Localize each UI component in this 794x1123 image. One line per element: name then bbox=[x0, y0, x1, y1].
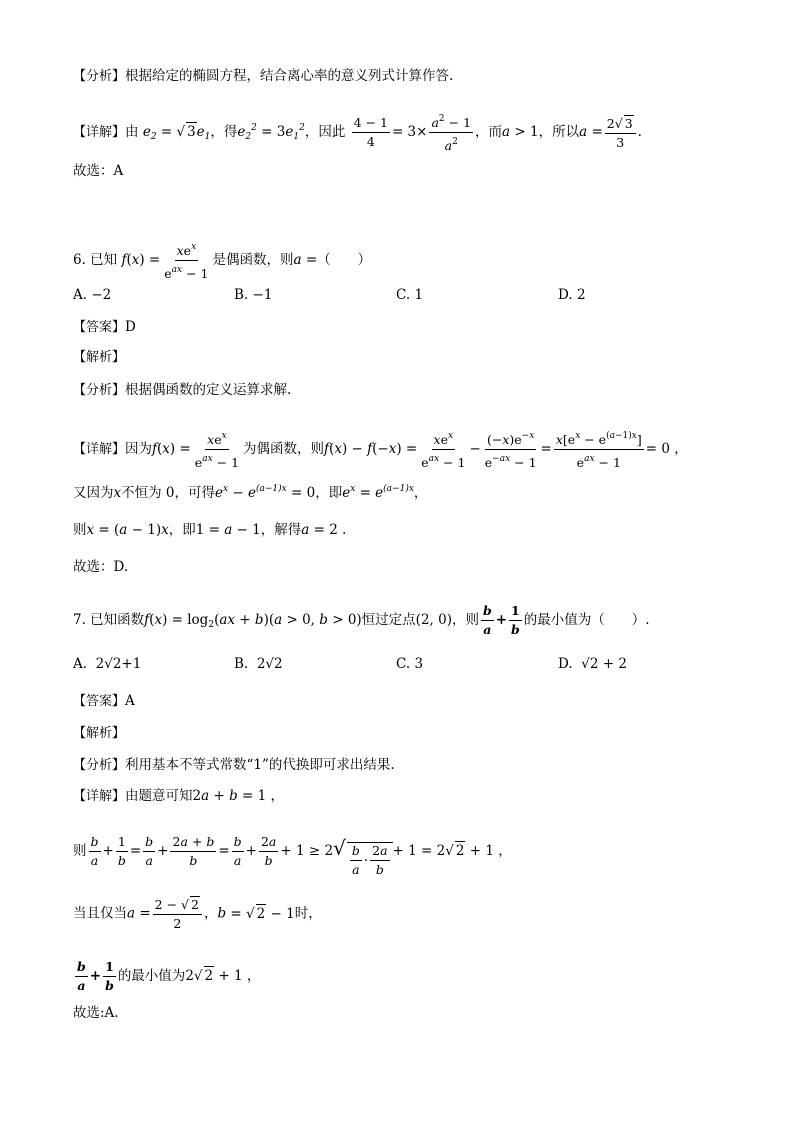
q6-choice: 故选：D. bbox=[73, 559, 129, 575]
q6-detail-line: 【详解】因为f(x) = $\frac{xe^x}{e^{ax} - 1}$ 为偶函数，则f(x) − f(−x) = $\frac{xe^x}{e^{ax} - 1}$ − $\frac{(-x)e^{-x}}{e^{-ax} - 1}$ = $\frac{x[e^x - e^{(a-1)x}]}{e^{ax} - 1}$ = 0 ， bbox=[73, 428, 688, 471]
q7-answer-line: 【答案】A bbox=[73, 693, 135, 709]
q6-detail-line2: 又因为x不恒为 0，可得$e^x - e^{(a-1)x} = 0$，即$e^x = e^{(a-1)x}$， bbox=[73, 484, 428, 501]
q5-eq-e2sq: $e_2^2 = 3e_1^2$ bbox=[237, 123, 305, 142]
q7-option-c: C. 3 bbox=[396, 656, 424, 672]
q6-solution-tag: 【解析】 bbox=[73, 350, 126, 365]
q6-option-c: C. 1 bbox=[396, 287, 424, 303]
q6-answer: D bbox=[125, 319, 136, 335]
analysis-tag: 【分析】 bbox=[73, 69, 126, 84]
q6-detail-line3: 则x = (a − 1)x，即1 = a − 1，解得a = 2 . bbox=[73, 522, 347, 538]
q7-analysis-text: 利用基本不等式常数“1”的代换即可求出结果. bbox=[125, 757, 395, 773]
q5-frac-left: $\frac{4 - 1}{4}$ bbox=[353, 115, 388, 149]
q7-option-a: A. 2√2+1 bbox=[73, 656, 142, 672]
q7-number: 7. 已知函数 bbox=[73, 612, 145, 628]
q6-option-b: B. −1 bbox=[234, 287, 273, 303]
q7-detail-min: $\frac{b}{a}$ + $\frac{1}{b}$ 的最小值为2√ 2 + 1 ， bbox=[77, 959, 261, 993]
q7-choice: 故选:A. bbox=[73, 1005, 119, 1021]
q5-detail-line: 【详解】由 $e_2$ = √ $3e_1$，得$e_2^2 = 3e_1^2$，因此 $\frac{4 - 1}{4}$ = 3× $\frac{a^2 - 1}{a^2}$ ，而a > 1，所以a = $\frac{2√ 3}{3}$ . bbox=[73, 111, 642, 154]
q6-number: 6. 已知 bbox=[73, 252, 118, 268]
q6-stem-paren: （ ） bbox=[317, 252, 372, 268]
q7-stem: 7. 已知函数$f(x) = \log_2(ax + b)(a > 0$, b > 0)恒过定点(2, 0)，则 $\frac{b}{a}$ + $\frac{1}{b}$ 的最小值为（ ）. bbox=[73, 603, 650, 637]
q5-choice: 故选：A bbox=[73, 163, 124, 179]
q6-analysis-line: 【分析】根据偶函数的定义运算求解. bbox=[73, 382, 292, 398]
q7-answer: A bbox=[125, 693, 135, 709]
q6-analysis-text: 根据偶函数的定义运算求解. bbox=[125, 382, 292, 398]
q6-stem-frac: $\frac{xe^x}{e^{ax} - 1}$ bbox=[162, 239, 210, 282]
q7-option-d: D. √2 + 2 bbox=[558, 656, 627, 672]
q6-option-d: D. 2 bbox=[558, 287, 586, 303]
q5-detail-end: . bbox=[637, 124, 642, 140]
q5-frac-answer: $\frac{2√ 3}{3}$ bbox=[605, 115, 636, 151]
q5-eq-e2: $e_2$ = √ $3e_1$ bbox=[142, 124, 211, 142]
q5-detail-prefix: 由 bbox=[125, 124, 139, 140]
q5-detail-mid4: ，所以 bbox=[538, 124, 580, 140]
answer-tag: 【答案】 bbox=[73, 320, 126, 335]
q6-option-a: A. −2 bbox=[73, 287, 112, 303]
q7-solution-tag: 【解析】 bbox=[73, 726, 126, 741]
q5-detail-mid2: ，因此 bbox=[304, 124, 346, 140]
q5-detail-mid1: ，得 bbox=[210, 124, 238, 140]
q6-answer-line bbox=[73, 318, 136, 337]
q6-stem: 6. 已知 f(x) = $\frac{xe^x}{e^{ax} - 1}$ 是偶函数，则a =（ ） bbox=[73, 239, 371, 282]
q5-analysis-text: 根据给定的椭圆方程，结合离心率的意义列式计算作答. bbox=[125, 68, 454, 84]
q7-detail-line: 【详解】由题意可知2a + b = 1 ， bbox=[73, 788, 285, 804]
q5-frac-right: $\frac{a^2 - 1}{a^2}$ bbox=[429, 111, 473, 154]
detail-tag: 【详解】 bbox=[73, 125, 126, 140]
q5-analysis-line bbox=[73, 67, 453, 86]
q5-detail-mid3: ，而 bbox=[475, 124, 503, 140]
q7-option-b: B. 2√2 bbox=[234, 656, 283, 672]
q7-detail-equality: 当且仅当a = $\frac{2 - √ 2}{2}$ ，b = √ 2 − 1时， bbox=[73, 897, 322, 931]
q6-stem-tail: 是偶函数，则 bbox=[212, 252, 294, 268]
q7-analysis-line: 【分析】利用基本不等式常数“1”的代换即可求出结果. bbox=[73, 757, 395, 773]
q7-detail-inequality: 则 $\frac{b}{a}$ + $\frac{1}{b}$ = $\frac{b}{a}$ + $\frac{2a + b}{b}$ = $\frac{b}{a}$ + $\frac{2a}{b}$ + 1 ≥ 2√ $\frac{b}{a}$ · $\frac{2a}{b}$ + 1 = 2√ 2 + 1 ， bbox=[73, 834, 512, 877]
